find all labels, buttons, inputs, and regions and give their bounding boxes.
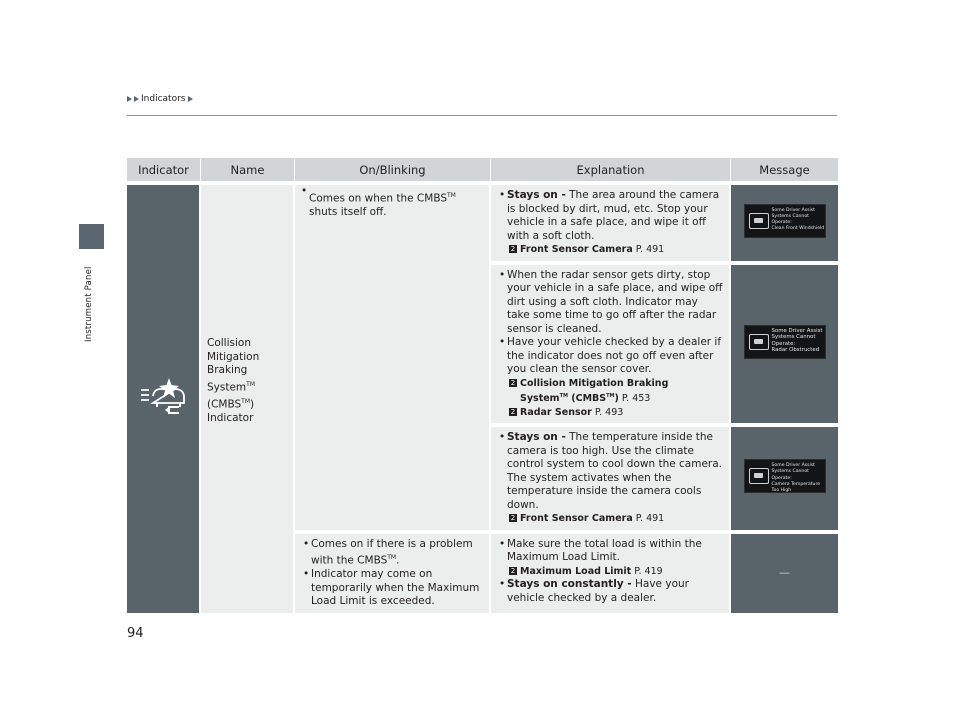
camera-temperature-icon [749, 468, 769, 484]
page-reference[interactable]: 2 Front Sensor Camera P. 491 [510, 513, 665, 525]
explanation-bullet: • Stays on constantly - Have your vehicle checked by a dealer. [499, 578, 723, 605]
page-reference[interactable]: 2 Maximum Load Limit P. 419 [510, 565, 663, 577]
header-explanation: Explanation [491, 158, 731, 181]
message-cell [731, 530, 838, 613]
on-text-cont: shuts itself off. [309, 206, 387, 218]
message-line: Operate: [771, 219, 792, 225]
reference-arrow-icon: 2 [510, 245, 516, 253]
cmbs-indicator-icon [139, 376, 187, 418]
indicator-table [127, 158, 838, 613]
indicator-cell [127, 181, 201, 613]
breadcrumb-arrow-icon [127, 96, 132, 102]
radar-icon [749, 334, 769, 350]
name-line: Indicator [207, 411, 254, 424]
on-text: Comes on when the CMBS [309, 192, 448, 205]
breadcrumb[interactable] [127, 94, 195, 104]
header-on-blinking: On/Blinking [295, 158, 491, 181]
on-bullet: • Comes on if there is a problem with the CMBS™. [303, 538, 483, 569]
tm-mark: TM [246, 380, 255, 388]
message-display [744, 325, 826, 359]
page-reference[interactable]: 2 Front Sensor Camera P. 491 [510, 244, 665, 255]
explanation-lead: Stays on - [507, 189, 566, 201]
explanation-bullet: • When the radar sensor gets dirty, stop your vehicle in a safe place, and wipe off dirt using a soft cloth. Indicator may take some time to go off after the radar sensor is cleaned. [499, 269, 723, 337]
name-line: Braking [207, 364, 248, 376]
on-blinking-cell [295, 530, 491, 613]
name-line: Mitigation [207, 350, 260, 363]
page-number: 94 [127, 626, 144, 641]
tm-mark: TM [241, 397, 251, 405]
reference-arrow-icon: 2 [510, 514, 516, 523]
message-line: Systems Cannot [771, 213, 809, 219]
message-line: Radar Obstructed [771, 347, 820, 354]
explanation-lead: Stays on - [507, 431, 566, 444]
explanation-bullet: • Have your vehicle checked by a dealer if the indicator does not go off even after you clean the sensor cover. [499, 336, 723, 377]
message-line: Some Driver Assist [771, 327, 823, 334]
explanation-bullet [499, 431, 723, 512]
explanation-bullet: • Make sure the total load is within the Maximum Load Limit. [499, 538, 723, 565]
reference-arrow-icon: 2 [510, 378, 516, 387]
chapter-tab [79, 224, 104, 249]
header-rule [127, 115, 837, 116]
message-cell [731, 423, 838, 530]
no-message-dash: — [779, 565, 790, 579]
name-cell [201, 181, 295, 613]
camera-icon [749, 213, 769, 229]
reference-arrow-icon: 2 [510, 407, 516, 416]
name-line: Collision [207, 337, 251, 349]
explanation-cell [491, 423, 731, 530]
tm-mark: TM [447, 192, 456, 199]
message-line: Some Driver Assist [771, 463, 815, 469]
header-name: Name [201, 158, 295, 181]
header-message: Message [731, 158, 838, 181]
explanation-bullet [499, 189, 723, 243]
on-bullet: • Indicator may come on temporarily when the Maximum Load Limit is exceeded. [303, 568, 483, 609]
explanation-cell [491, 261, 731, 424]
on-blinking-cell [295, 181, 491, 530]
explanation-cell [491, 181, 731, 261]
message-cell [731, 261, 838, 424]
chapter-label: Instrument Panel [84, 266, 94, 342]
explanation-cell [491, 530, 731, 613]
page-reference[interactable]: 2 Collision Mitigation Braking System™ (CMBS™) P. 453 [510, 377, 669, 405]
breadcrumb-arrow-icon [134, 96, 139, 102]
message-line: Operate: [771, 340, 796, 347]
name-line: (CMBS™) [207, 397, 255, 410]
message-line: Clean Front Windshield [771, 226, 825, 232]
message-display [744, 204, 826, 238]
page-reference[interactable]: 2 Radar Sensor P. 493 [510, 406, 624, 418]
message-line: Too High [771, 487, 792, 493]
explanation-text: The temperature inside the camera is too high. Use the climate control system to cool down the camera. The system activates when the temperature inside the camera cools down. [507, 431, 723, 511]
message-cell [731, 181, 838, 261]
explanation-text: The area around the camera is blocked by dirt, mud, etc. Stop your vehicle in a safe place, and wipe it off with a soft cloth. [507, 189, 720, 242]
message-line: Camera Temperature [771, 481, 821, 487]
message-display [744, 459, 826, 493]
message-line: Some Driver Assist [771, 207, 815, 213]
message-line: Systems Cannot Operate: [771, 469, 809, 481]
breadcrumb-arrow-icon [188, 96, 193, 102]
message-line: Systems Cannot [771, 334, 816, 341]
name-line: System™ [207, 380, 255, 393]
breadcrumb-label[interactable]: Indicators [141, 94, 186, 104]
header-indicator: Indicator [127, 158, 201, 181]
reference-arrow-icon: 2 [510, 566, 516, 575]
